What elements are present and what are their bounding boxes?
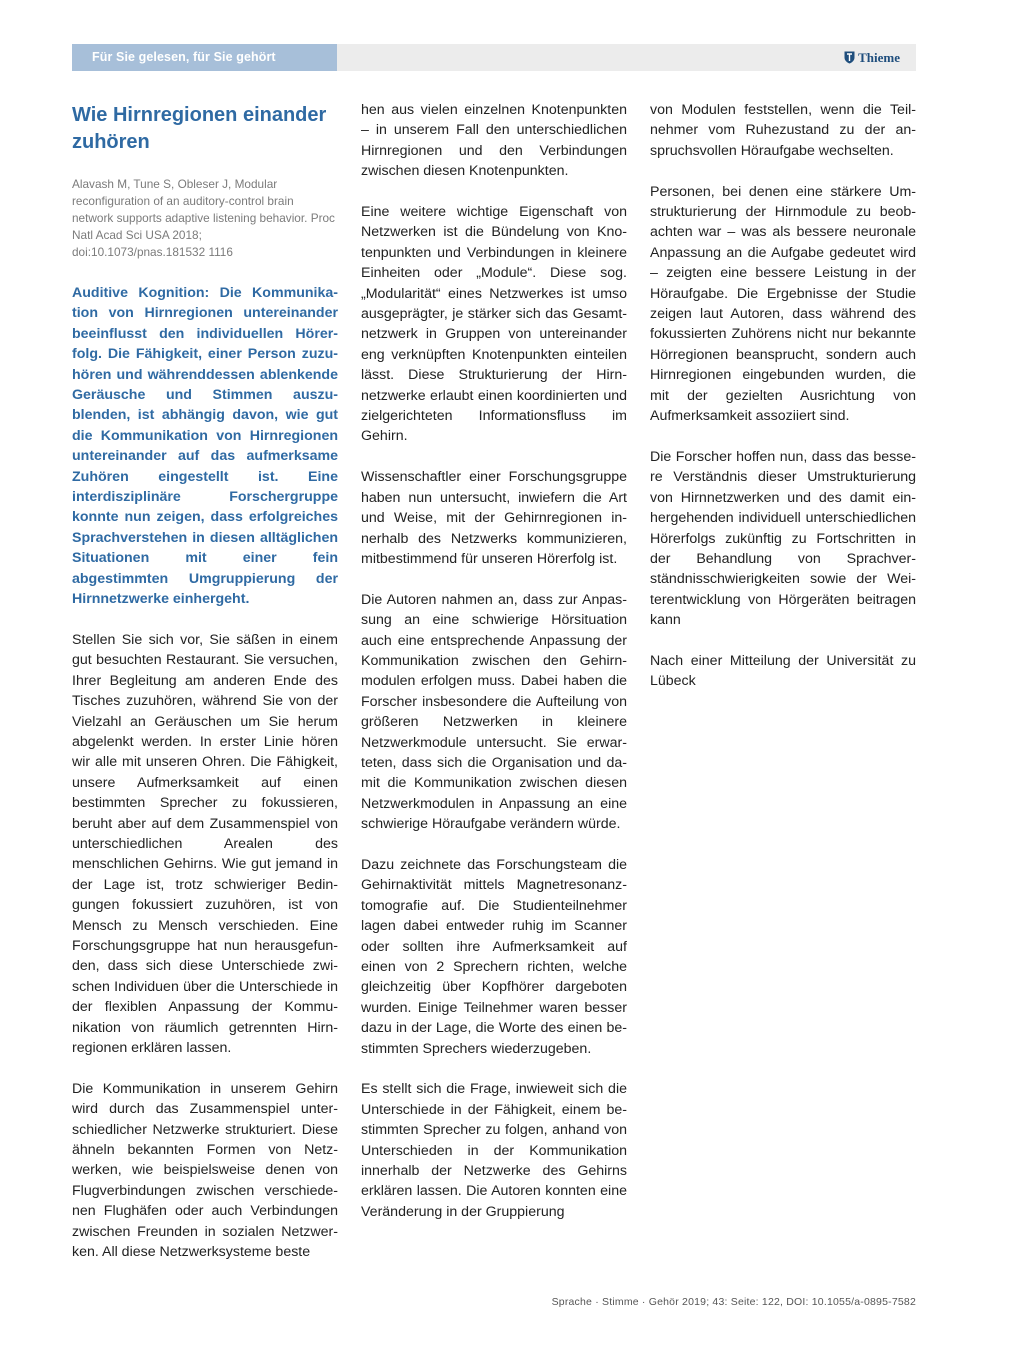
body-paragraph: Es stellt sich die Frage, inwieweit sich die Unterschiede in der Fähigkeit, einem bestimmten Sprecher zu folgen, anhand von Unterschieden in der Kommunikation innerhalb der Netzwerke des Gehirns erklären lassen. Die Autoren konnten eine Veränderung in der Gruppierung bbox=[361, 1081, 627, 1220]
column-2 bbox=[361, 100, 627, 1222]
body-paragraph-continued: hen aus vielen einzelnen Knotenpunkten – in unserem Fall den unterschiedlichen Hirnregionen und den Verbindungen zwischen diesen Knotenpunkten. bbox=[361, 102, 627, 180]
column-1 bbox=[72, 100, 338, 1262]
body-paragraph: Stellen Sie sich vor, Sie säßen in einem gut besuchten Restaurant. Sie versuchen, Ihrer Begleitung am anderen Ende des Tisches zuzuhören, während Sie von der Vielzahl an Geräuschen um Sie herum abgelenkt werden. In erster Linie hören wir alle mit unseren Ohren. Die Fähigkeit, unsere Aufmerksamkeit auf einen bestimmten Sprecher zu fokussieren, beruht aber auf dem Zusammenspiel von unterschiedlichen Arealen des menschlichen Gehirns. Wie gut jemand in der Lage ist, trotz schwieriger Bedingungen fokussiert zuzuhören, ist von Mensch zu Mensch verschieden. Eine Forschungsgruppe hat nun herausgefunden, dass sich diese Unterschiede zwischen Individuen über die Unterschiede in der flexiblen Anpassung der Kommunikation von räumlich getrennten Hirnregionen erklären lassen. bbox=[72, 631, 338, 1057]
body-paragraph: Wissenschaftler einer Forschungsgruppe haben nun untersucht, inwiefern die Art und Weise, mit der Gehirnregionen innerhalb des Netzwerks kommunizieren, mitbestimmend für unseren Hörerfolg ist. bbox=[361, 469, 627, 567]
article-lead: Auditive Kognition: Die Kommunikation von Hirnregionen untereinander beeinflusst den individuellen Hörerfolg. Die Fähigkeit, einer Person zuzuhören und währenddessen ablenkende Geräusche und Stimmen auszublenden, ist abhängig davon, wie gut die Kommunikation von Hirnregionen untereinander auf das aufmerksame Zuhören eingestellt ist. Eine interdisziplinäre Forschergruppe konnte nun zeigen, dass erfolgreiches Sprachverstehen in diesen alltäglichen Situationen mit einer fein abgestimmten Umgruppierung der Hirnnetzwerke einhergeht. bbox=[72, 285, 338, 608]
source-note: Nach einer Mitteilung der Universität zu Lübeck bbox=[650, 652, 916, 690]
body-paragraph: Eine weitere wichtige Eigenschaft von Netzwerken ist die Bündelung von Knotenpunkten und Verbindungen in kleinere Einheiten oder „Module“. Diese sog. „Modularität“ eines Netzwerkes ist umso ausgeprägter, je stärker sich das Gesamtnetzwerk in Gruppen von untereinander eng verknüpften Knotenpunkten einteilen lässt. Diese Strukturierung der Hirnnetzwerke erlaubt einen koordinierten und zielgerichteten Informationsfluss im Gehirn. bbox=[361, 204, 627, 445]
body-paragraph: Die Autoren nahmen an, dass zur Anpassung an eine schwierige Hörsituation auch eine entsprechende Anpassung der Kommunikation zwischen den Gehirnmodulen erfolgen muss. Dabei haben die Forscher insbesondere die Aufteilung von größeren Netzwerken in kleinere Netzwerkmodule untersucht. Sie erwarteten, dass sich die Organisation und damit die Kommunikation zwischen diesen Netzwerkmodulen in Anpassung an eine schwierige Höraufgabe verändern würde. bbox=[361, 591, 627, 833]
brand-name: Thieme bbox=[858, 50, 900, 65]
body-paragraph: Dazu zeichnete das Forschungsteam die Gehirnaktivität mittels Magnetresonanztomografie auf. Die Studienteilnehmer lagen dabei entweder ruhig im Scanner oder sollten ihre Aufmerksamkeit auf einen von 2 Sprechern richten, welche gleichzeitig über Kopfhörer dargeboten wurden. Einige Teilnehmer waren besser dazu in der Lage, die Worte des einen bestimmten Sprechers wiederzugeben. bbox=[361, 856, 627, 1057]
section-label: Für Sie gelesen, für Sie gehört bbox=[72, 44, 337, 71]
article-title: Wie Hirnregionen einander zuhören bbox=[72, 104, 327, 153]
body-paragraph: Die Forscher hoffen nun, dass das bessere Verständnis dieser Umstrukturierung von Hirnnetzwerken und des damit einhergehenden individuell unterschiedlichen Hörerfolgs zukünftig zu Fortschritten in der Behandlung von Sprachverständnisschwierigkeiten sowie der Weiterentwicklung von Hörgeräten beitragen kann bbox=[650, 448, 916, 629]
article-reference: Alavash M, Tune S, Obleser J, Modular reconfiguration of an auditory-control brain network supports adaptive listening behavior. Proc Natl Acad Sci USA 2018; doi:10.1073/pnas.181532 1116 bbox=[72, 177, 335, 259]
header-band bbox=[72, 44, 916, 71]
footer-citation: Sprache · Stimme · Gehör 2019; 43: Seite: 122, DOI: 10.1055/a-0895-7582 bbox=[551, 1296, 916, 1308]
brand-logo bbox=[844, 44, 900, 71]
body-paragraph: Personen, bei denen eine stärkere Umstrukturierung der Hirnmodule zu beobachten war – was als bessere neuronale Anpassung an die Aufgabe gedeutet wird – zeigten eine bessere Leistung in der Höraufgabe. Die Ergebnisse der Studie zeigen laut Autoren, dass während des fokussierten Zuhörens nicht nur bekannte Hörregionen beansprucht, sondern auch Hirnregionen eingebunden wurden, die mit der gezielten Ausrichtung von Aufmerksamkeit assoziiert sind. bbox=[650, 183, 916, 425]
column-3 bbox=[650, 100, 916, 692]
body-paragraph: Die Kommunikation in unserem Gehirn wird durch das Zusammenspiel unterschiedlicher Netzwerke strukturiert. Diese ähneln bekannten Formen von Netzwerken, wie beispielsweise denen von Flugverbindungen zwischen verschiedenen Flughäfen oder auch Verbindungen zwischen Freunden in sozialen Netzwerken. All diese Netzwerksysteme beste bbox=[72, 1080, 338, 1261]
thieme-shield-icon bbox=[844, 51, 855, 64]
body-paragraph-continued: von Modulen feststellen, wenn die Teilnehmer vom Ruhezustand zu der anspruchsvollen Höraufgabe wechselten. bbox=[650, 102, 916, 159]
